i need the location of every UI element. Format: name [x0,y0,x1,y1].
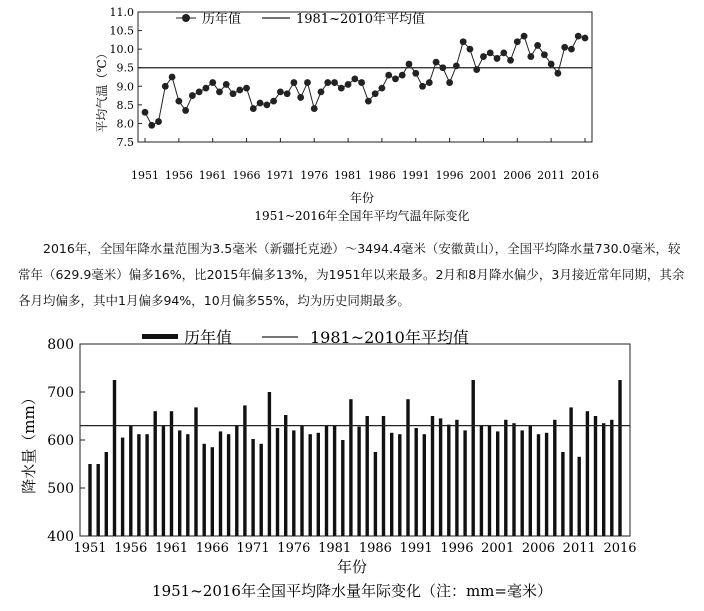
precipitation-bar-1996 [455,420,458,536]
legend-bar-annual [142,334,178,339]
precipitation-bar-1971 [251,439,254,536]
temperature-point-1984 [365,98,372,105]
precipitation-bar-1951 [88,464,91,536]
temperature-point-1989 [399,72,406,79]
precipitation-x-tick-label: 2006 [521,541,556,556]
precipitation-chart [0,322,704,611]
legend-label-annual: 历年值 [184,328,233,347]
precipitation-chart-title: 1951~2016年全国平均降水量年际变化（注：mm=毫米） [152,582,552,600]
precipitation-y-tick-label: 700 [47,385,74,401]
temperature-x-tick-label: 2001 [469,169,498,182]
temperature-point-1981 [345,81,352,88]
precipitation-bar-2016 [618,380,621,536]
temperature-point-1954 [162,83,169,90]
temperature-y-tick-label: 10.5 [109,24,134,38]
temperature-point-1976 [311,105,318,112]
temperature-y-tick-label: 10.0 [109,43,134,57]
precipitation-bar-1977 [300,426,303,536]
precipitation-bar-2010 [569,407,572,536]
temperature-plot-frame [138,12,592,142]
temperature-point-1951 [142,109,149,116]
temperature-point-1957 [182,107,189,114]
precipitation-bar-2001 [496,431,499,536]
temperature-point-2003 [494,55,501,62]
precipitation-summary-paragraph [18,236,688,314]
temperature-x-tick-label: 2016 [571,169,599,182]
precipitation-bar-2008 [553,420,556,536]
precipitation-bar-1979 [317,433,320,536]
precipitation-x-axis-label: 年份 [336,558,368,576]
precipitation-bar-1972 [260,444,263,536]
precipitation-bar-1970 [243,405,246,536]
temperature-point-2009 [534,42,541,49]
temperature-point-1978 [324,79,331,86]
precipitation-x-tick-label: 1971 [236,541,270,556]
precipitation-x-tick-label: 1966 [195,541,229,556]
temperature-x-tick-label: 1996 [435,169,464,182]
temperature-point-1998 [460,38,467,45]
temperature-chart-title: 1951~2016年全国年平均气温年际变化 [254,209,470,223]
temperature-point-1968 [257,100,264,107]
temperature-point-2012 [555,70,562,77]
precipitation-bar-1987 [382,416,385,536]
temperature-x-tick-label: 2006 [503,169,532,182]
temperature-point-1979 [331,79,338,86]
temperature-point-1960 [203,85,210,92]
precipitation-bar-1963 [186,434,189,536]
precipitation-bar-1957 [137,434,140,536]
precipitation-bar-2003 [512,423,515,536]
temperature-point-1990 [406,61,413,68]
precipitation-bar-2012 [586,411,589,536]
temperature-point-1969 [263,101,270,108]
precipitation-x-tick-label: 1986 [358,541,392,556]
precipitation-bar-1952 [97,464,100,536]
temperature-point-1961 [209,79,216,86]
temperature-y-tick-label: 8.5 [116,98,134,112]
temperature-point-2000 [473,66,480,73]
temperature-y-tick-label: 9.5 [116,61,134,75]
temperature-x-tick-label: 1951 [131,169,159,182]
precipitation-bar-2009 [561,452,564,536]
precipitation-bar-2006 [537,434,540,536]
temperature-point-1997 [453,62,460,69]
precipitation-x-tick-label: 2001 [481,541,515,556]
summary-text: 2016年，全国年降水量范围为3.5毫米（新疆托克逊）～3494.4毫米（安徽黄山），全国平均降水量730.0毫米，较常年（629.9毫米）偏多16%，比2015年偏多13%，为1951年以来最多。2月和8月降水偏少，3月接近常年同期，其余各月均偏多，其中1月偏多94%，10月偏多55%，均为历史同期最多。 [18,241,685,308]
temperature-point-1955 [169,74,176,81]
temperature-point-1972 [284,90,291,97]
temperature-point-1983 [358,79,365,86]
precipitation-bar-1998 [472,380,475,536]
temperature-y-tick-label: 9.0 [116,80,134,94]
legend-label-reference: 1981~2010年平均值 [296,12,426,27]
temperature-point-2007 [521,33,528,40]
precipitation-bar-2000 [488,426,491,536]
precipitation-bar-1999 [480,426,483,536]
precipitation-x-tick-label: 1996 [440,541,474,556]
precipitation-y-axis-label: 降水量（mm） [20,390,38,494]
temperature-point-1970 [270,98,277,105]
precipitation-bar-1959 [154,411,157,536]
precipitation-bar-1968 [227,434,230,536]
temperature-y-tick-label: 11.0 [109,6,134,19]
temperature-y-tick-label: 8.0 [116,117,134,131]
precipitation-bar-1981 [333,426,336,536]
precipitation-bar-1992 [423,434,426,536]
precipitation-bar-1962 [178,430,181,536]
temperature-point-1987 [385,72,392,79]
precipitation-bar-1956 [129,426,132,536]
temperature-point-2005 [507,57,514,64]
precipitation-x-tick-label: 1956 [114,541,148,556]
precipitation-bar-2014 [602,423,605,536]
precipitation-x-tick-label: 2016 [603,541,637,556]
precipitation-bar-1960 [162,426,165,536]
precipitation-bar-1976 [292,430,295,536]
precipitation-bar-1958 [145,434,148,536]
legend-label-annual: 历年值 [202,12,242,27]
temperature-point-1964 [230,90,237,97]
precipitation-bar-1980 [325,426,328,536]
temperature-point-1991 [412,70,419,77]
precipitation-y-tick-label: 800 [47,337,74,353]
precipitation-bar-2011 [578,457,581,536]
temperature-point-1977 [318,88,325,95]
precipitation-x-tick-label: 1976 [277,541,311,556]
temperature-point-1952 [148,122,155,129]
temperature-x-tick-label: 1981 [334,169,363,182]
temperature-point-2008 [527,53,534,60]
temperature-point-2011 [548,61,555,68]
temperature-x-tick-label: 1986 [367,169,396,182]
temperature-x-tick-label: 2011 [537,169,566,182]
temperature-point-1967 [250,105,257,112]
precipitation-bar-1965 [203,444,206,536]
precipitation-bar-1982 [341,440,344,536]
temperature-point-1958 [189,92,196,99]
temperature-x-tick-label: 1966 [232,169,261,182]
temperature-point-1996 [446,79,453,86]
temperature-point-2015 [575,33,582,40]
precipitation-y-tick-label: 400 [47,529,74,545]
precipitation-bar-1973 [268,392,271,536]
precipitation-bar-1988 [390,433,393,536]
precipitation-x-tick-label: 1991 [399,541,433,556]
temperature-point-1971 [277,88,284,95]
temperature-point-1988 [392,75,399,82]
precipitation-bar-1991 [415,428,418,536]
precipitation-bar-1978 [309,434,312,536]
precipitation-bar-1966 [211,447,214,536]
temperature-point-1974 [297,94,304,101]
precipitation-bar-2015 [610,420,613,536]
precipitation-y-tick-label: 600 [47,433,74,449]
temperature-point-2016 [582,35,589,42]
temperature-point-2002 [487,49,494,56]
precipitation-bar-1990 [406,399,409,536]
temperature-point-1962 [216,88,223,95]
precipitation-bar-1984 [357,427,360,536]
precipitation-bar-1967 [219,431,222,536]
precipitation-x-tick-label: 1961 [154,541,189,556]
temperature-x-tick-label: 1971 [266,169,295,182]
temperature-point-1995 [439,64,446,71]
temperature-point-2013 [561,44,568,51]
temperature-point-1953 [155,118,162,125]
precipitation-bar-1964 [194,407,197,536]
temperature-chart [0,0,704,232]
precipitation-bar-1995 [447,425,450,536]
temperature-x-tick-label: 1956 [164,169,193,182]
temperature-y-axis-label: 平均气温（℃） [95,47,109,133]
temperature-point-1965 [236,87,243,94]
temperature-point-1994 [433,59,440,66]
precipitation-bar-1997 [463,430,466,536]
precipitation-bar-1993 [431,416,434,536]
temperature-point-1973 [291,79,298,86]
precipitation-bar-1953 [105,452,108,536]
precipitation-bar-1983 [349,399,352,536]
temperature-point-1982 [351,75,358,82]
temperature-point-2010 [541,51,548,58]
temperature-x-tick-label: 1976 [300,169,329,182]
temperature-x-axis-label: 年份 [349,191,375,205]
precipitation-x-tick-label: 1951 [73,541,107,556]
temperature-point-2004 [500,49,507,56]
temperature-point-1999 [467,46,474,53]
temperature-point-2001 [480,53,487,60]
precipitation-bar-1961 [170,411,173,536]
precipitation-bar-1955 [121,438,124,536]
temperature-point-1966 [243,85,250,92]
temperature-y-tick-label: 7.5 [116,136,134,149]
precipitation-bar-2004 [521,430,524,536]
temperature-point-1975 [304,79,311,86]
precipitation-bar-2002 [504,420,507,536]
temperature-point-2014 [568,46,575,53]
precipitation-x-tick-label: 1981 [318,541,352,556]
precipitation-bar-1985 [366,416,369,536]
temperature-point-1986 [379,85,386,92]
precipitation-y-tick-label: 500 [47,481,74,497]
temperature-point-1980 [338,85,345,92]
temperature-point-1985 [372,90,379,97]
temperature-x-tick-label: 1961 [198,169,227,182]
precipitation-bar-1986 [374,452,377,536]
temperature-point-1963 [223,81,230,88]
temperature-point-1993 [426,79,433,86]
precipitation-bar-2013 [594,416,597,536]
precipitation-x-tick-label: 2011 [562,541,596,556]
precipitation-bar-1975 [284,415,287,536]
precipitation-bar-1989 [398,434,401,536]
temperature-point-1992 [419,83,426,90]
precipitation-bar-1974 [276,428,279,536]
precipitation-bar-1954 [113,380,116,536]
temperature-point-1956 [175,98,182,105]
precipitation-bar-2007 [545,433,548,536]
temperature-x-tick-label: 1991 [401,169,430,182]
precipitation-bar-1994 [439,418,442,536]
legend-label-reference: 1981~2010年平均值 [310,328,469,347]
precipitation-bar-1969 [235,426,238,536]
temperature-point-1959 [196,88,203,95]
precipitation-bar-2005 [529,426,532,536]
temperature-point-2006 [514,38,521,45]
